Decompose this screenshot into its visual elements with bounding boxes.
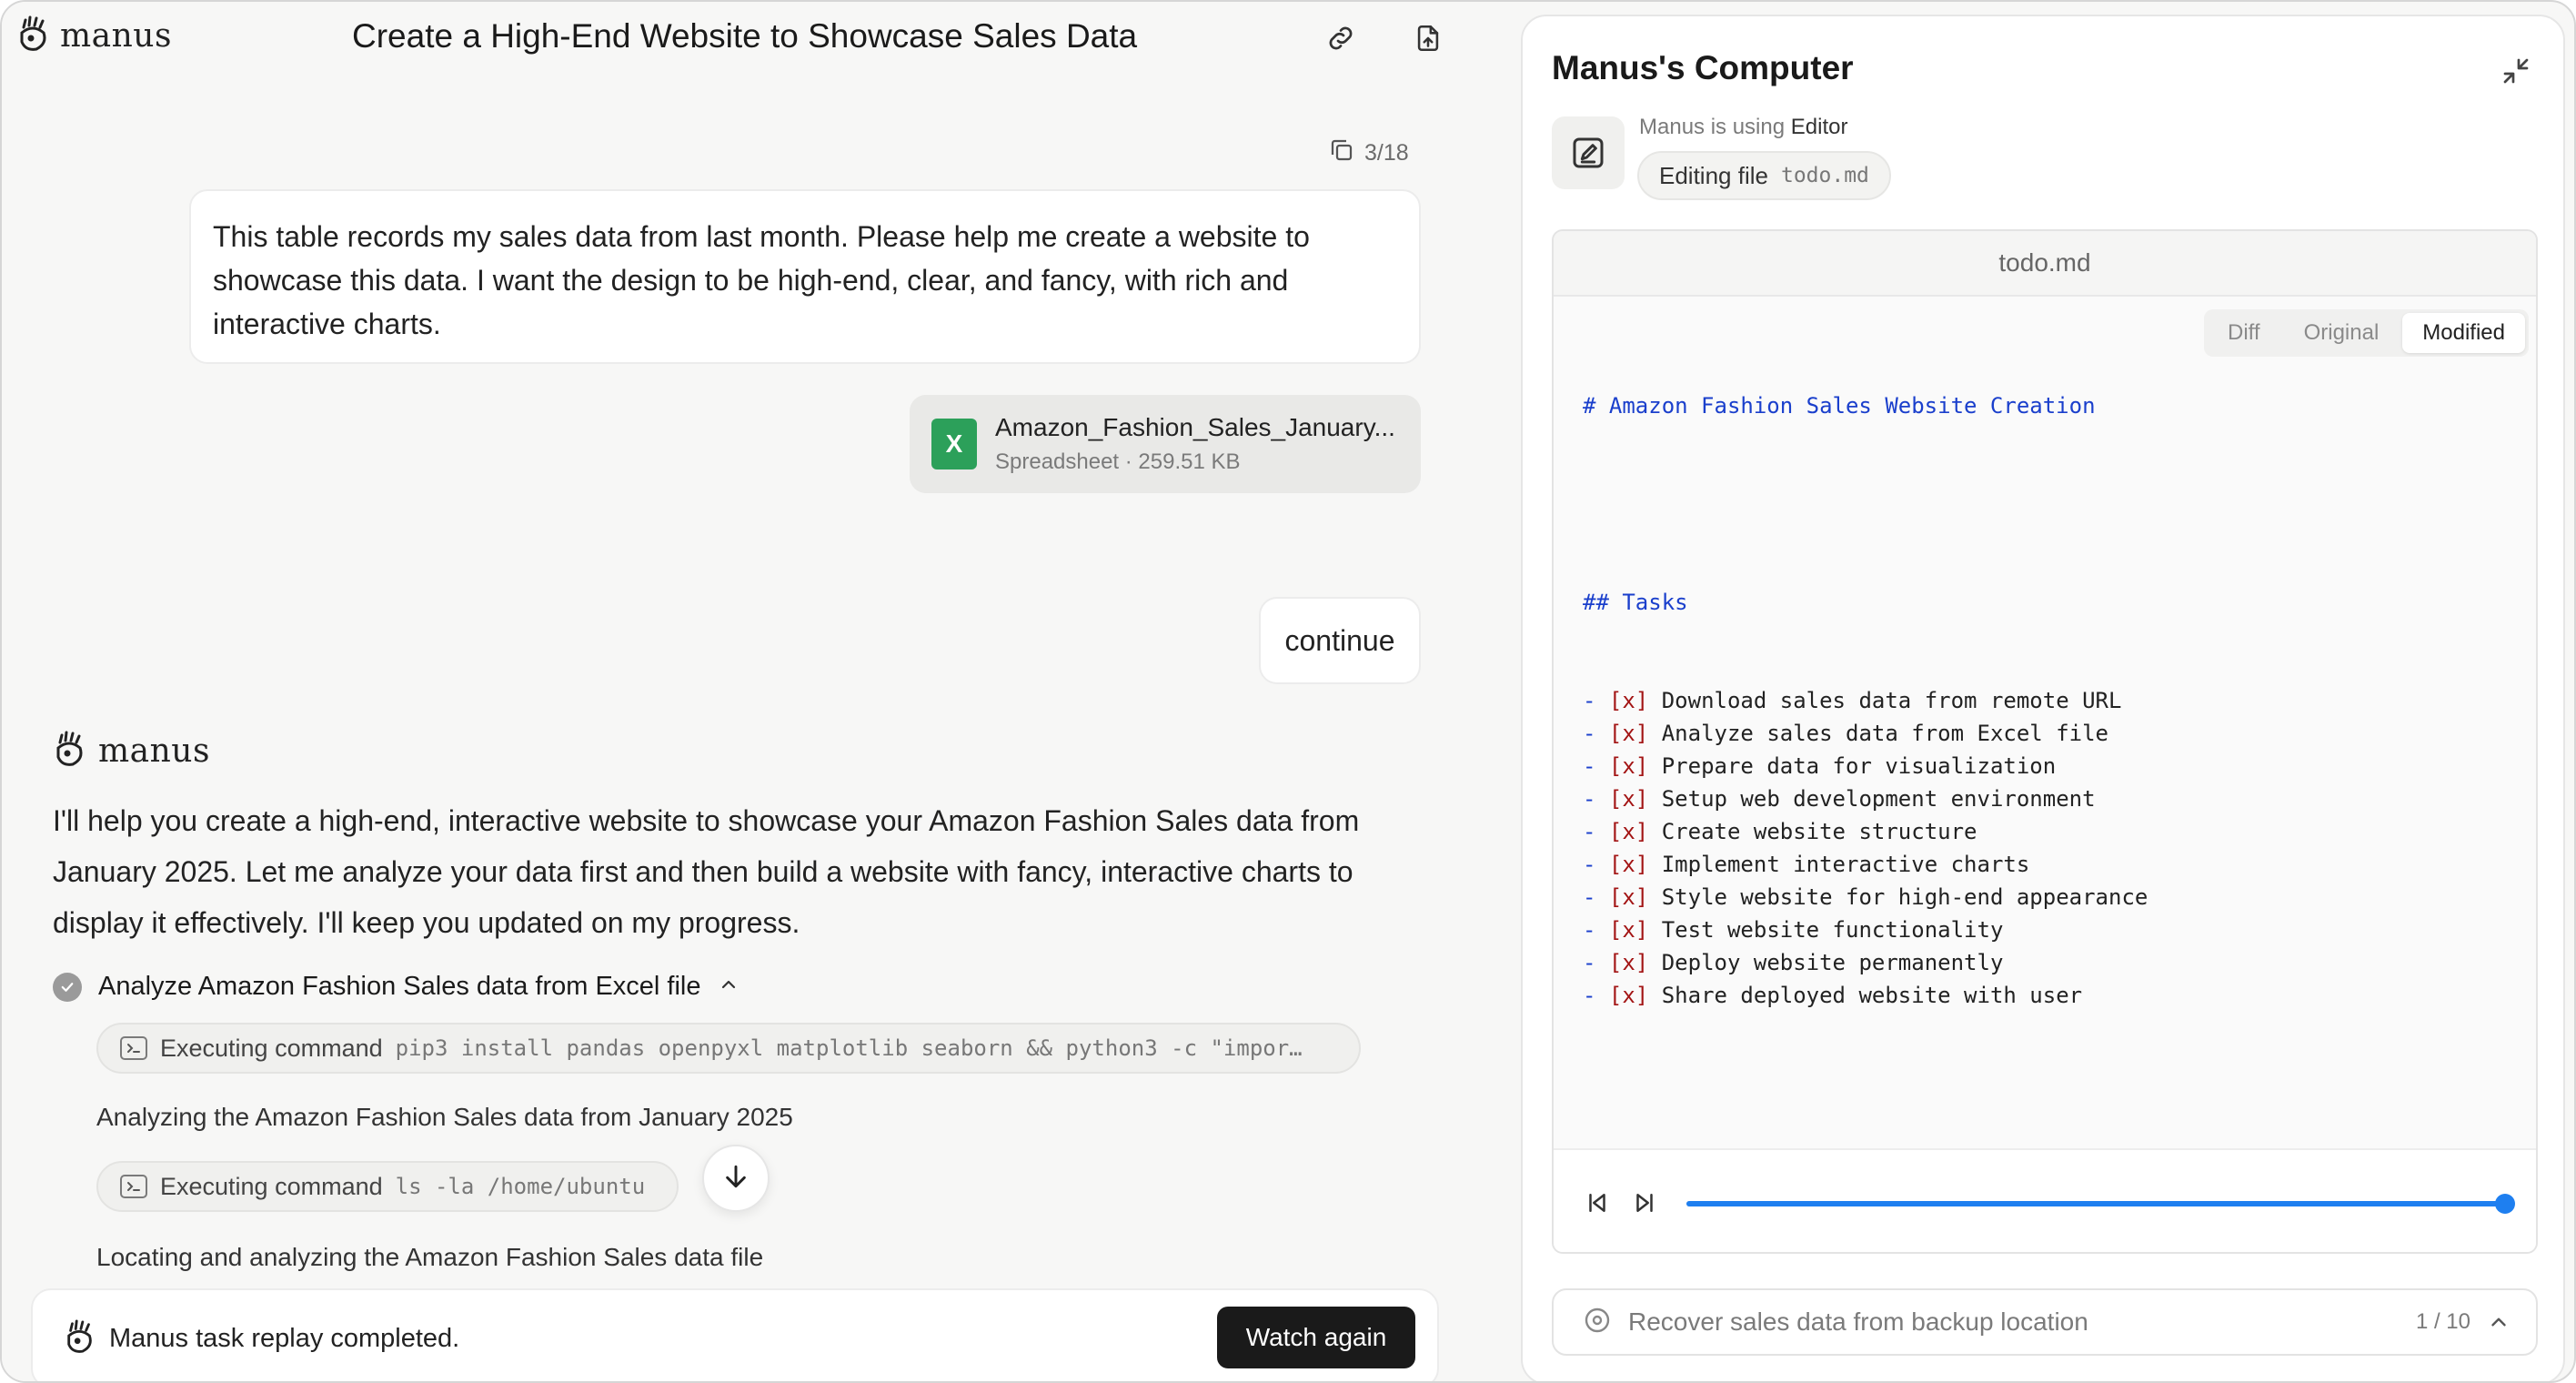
task-checkbox: [x] xyxy=(1608,852,1649,877)
todo-task-line xyxy=(1583,815,2148,848)
task-text: Create website structure xyxy=(1661,819,1977,844)
command-code: ls -la /home/ubuntu xyxy=(395,1174,646,1199)
task-checkbox: [x] xyxy=(1608,786,1649,812)
task-checkbox: [x] xyxy=(1608,884,1649,910)
todo-task-line xyxy=(1583,684,2148,717)
assistant-brand-text: manus xyxy=(98,732,210,770)
task-text: Test website functionality xyxy=(1661,917,2004,943)
chevron-up-icon[interactable] xyxy=(2487,1310,2511,1338)
manus-logo-icon xyxy=(16,15,51,57)
spreadsheet-icon: X xyxy=(931,419,977,469)
arrow-down-icon xyxy=(721,1162,750,1196)
terminal-icon xyxy=(120,1175,147,1198)
todo-task-line xyxy=(1583,750,2148,782)
task-checkbox: [x] xyxy=(1608,819,1649,844)
collapse-icon[interactable] xyxy=(2494,49,2538,93)
list-dash: - xyxy=(1583,917,1609,943)
step-title: Analyze Amazon Fashion Sales data from Excel file xyxy=(98,972,701,1001)
list-dash: - xyxy=(1583,786,1609,812)
tab-original[interactable]: Original xyxy=(2303,320,2380,345)
assistant-brand xyxy=(53,730,210,772)
chat-panel xyxy=(2,2,1494,1383)
tool-name: Editor xyxy=(1790,115,1848,139)
task-checkbox: [x] xyxy=(1608,688,1649,713)
attachment-meta: Spreadsheet · 259.51 KB xyxy=(995,449,1241,474)
todo-task-line xyxy=(1583,717,2148,750)
counter-text: 3/18 xyxy=(1364,140,1409,166)
assistant-message: I'll help you create a high-end, interactive website to showcase your Amazon Fashion Sales data from January 2025. Let me analyze your data first and then build a website with fancy, interactive charts to display it effectively. I'll keep you updated on my progress. xyxy=(53,804,1360,939)
command-label: Executing command xyxy=(160,1034,383,1062)
step-header[interactable] xyxy=(53,972,740,1002)
file-editor xyxy=(1552,229,2538,1254)
task-text: Deploy website permanently xyxy=(1661,950,2004,975)
progress-fill xyxy=(1686,1201,2505,1206)
list-dash: - xyxy=(1583,950,1609,975)
link-icon[interactable] xyxy=(1319,16,1363,60)
task-checkbox: [x] xyxy=(1608,950,1649,975)
list-dash: - xyxy=(1583,819,1609,844)
watch-again-button[interactable]: Watch again xyxy=(1217,1307,1415,1368)
command-code: pip3 install pandas openpyxl matplotlib seaborn && python3 -c "impor… xyxy=(395,1035,1303,1061)
list-dash: - xyxy=(1583,983,1609,1008)
code-tasks-heading: ## Tasks xyxy=(1583,590,1688,615)
task-checkbox: [x] xyxy=(1608,983,1649,1008)
progress-note: Locating and analyzing the Amazon Fashion Sales data file xyxy=(96,1243,764,1271)
computer-title: Manus's Computer xyxy=(1552,49,1854,86)
manus-logo-icon xyxy=(53,730,87,772)
task-checkbox: [x] xyxy=(1608,753,1649,779)
todo-task-line xyxy=(1583,946,2148,979)
attachment-name: Amazon_Fashion_Sales_January... xyxy=(995,413,1395,441)
command-label: Executing command xyxy=(160,1172,383,1200)
computer-panel xyxy=(1521,15,2565,1383)
list-dash: - xyxy=(1583,721,1609,746)
skip-back-icon[interactable] xyxy=(1581,1186,1614,1219)
tab-modified[interactable]: Modified xyxy=(2402,313,2525,353)
command-pill[interactable] xyxy=(96,1023,1361,1074)
tool-status-prefix: Manus is using xyxy=(1639,115,1786,139)
manus-logo-icon xyxy=(64,1318,96,1359)
task-text: Share deployed website with user xyxy=(1661,983,2083,1008)
message-counter[interactable] xyxy=(1328,136,1409,170)
task-text: Setup web development environment xyxy=(1661,786,2096,812)
list-dash: - xyxy=(1583,688,1609,713)
terminal-icon xyxy=(120,1036,147,1060)
editing-file-pill xyxy=(1637,151,1891,200)
brand-text: manus xyxy=(60,17,172,55)
task-checkbox: [x] xyxy=(1608,721,1649,746)
task-count: 1 / 10 xyxy=(2415,1309,2470,1334)
code-area xyxy=(1554,298,2536,1146)
task-status-icon xyxy=(1583,1306,1612,1339)
progress-track[interactable] xyxy=(1686,1201,2505,1206)
tab-diff[interactable]: Diff xyxy=(2228,320,2260,345)
task-text: Implement interactive charts xyxy=(1661,852,2030,877)
todo-task-line xyxy=(1583,979,2148,1012)
current-task-text: Recover sales data from backup location xyxy=(1628,1307,2088,1336)
editor-tool-icon xyxy=(1552,116,1625,189)
attachment-card[interactable] xyxy=(910,395,1421,493)
replay-bar xyxy=(31,1288,1439,1383)
list-dash: - xyxy=(1583,884,1609,910)
task-text: Analyze sales data from Excel file xyxy=(1661,721,2108,746)
copy-icon xyxy=(1328,136,1355,170)
task-list xyxy=(1583,684,2148,1012)
chevron-up-icon[interactable] xyxy=(718,974,740,1000)
brand-logo[interactable] xyxy=(16,15,172,57)
task-text: Style website for high-end appearance xyxy=(1661,884,2148,910)
scroll-down-button[interactable] xyxy=(702,1145,770,1212)
replay-status: Manus task replay completed. xyxy=(109,1323,460,1353)
skip-forward-icon[interactable] xyxy=(1628,1186,1661,1219)
top-bar xyxy=(2,2,1494,75)
check-icon xyxy=(53,973,82,1002)
progress-knob[interactable] xyxy=(2495,1194,2515,1214)
tool-status xyxy=(1639,115,1847,140)
task-text: Download sales data from remote URL xyxy=(1661,688,2122,713)
todo-task-line xyxy=(1583,914,2148,946)
editor-filename: todo.md xyxy=(1554,231,2536,297)
todo-task-line xyxy=(1583,881,2148,914)
code-heading: # Amazon Fashion Sales Website Creation xyxy=(1583,393,2096,419)
progress-note: Analyzing the Amazon Fashion Sales data from January 2025 xyxy=(96,1103,793,1131)
list-dash: - xyxy=(1583,852,1609,877)
replay-player xyxy=(1554,1148,2536,1254)
editing-filename: todo.md xyxy=(1780,164,1869,187)
task-text: Prepare data for visualization xyxy=(1661,753,2057,779)
continue-message: continue xyxy=(1259,597,1421,684)
code-lines xyxy=(1583,324,2148,1077)
code-blank-line xyxy=(1583,488,2148,520)
current-task-bar[interactable] xyxy=(1552,1288,2538,1356)
user-message: This table records my sales data from last month. Please help me create a website to showcase this data. I want the design to be high-end, clear, and fancy, with rich and interactive charts. xyxy=(189,189,1421,364)
diff-tabs xyxy=(2204,309,2529,357)
editing-label: Editing file xyxy=(1659,161,1768,189)
list-dash: - xyxy=(1583,753,1609,779)
task-checkbox: [x] xyxy=(1608,917,1649,943)
export-file-icon[interactable] xyxy=(1406,16,1450,60)
todo-task-line xyxy=(1583,782,2148,815)
command-pill[interactable] xyxy=(96,1161,679,1212)
todo-task-line xyxy=(1583,848,2148,881)
page-title: Create a High-End Website to Showcase Sales Data xyxy=(352,17,1138,55)
